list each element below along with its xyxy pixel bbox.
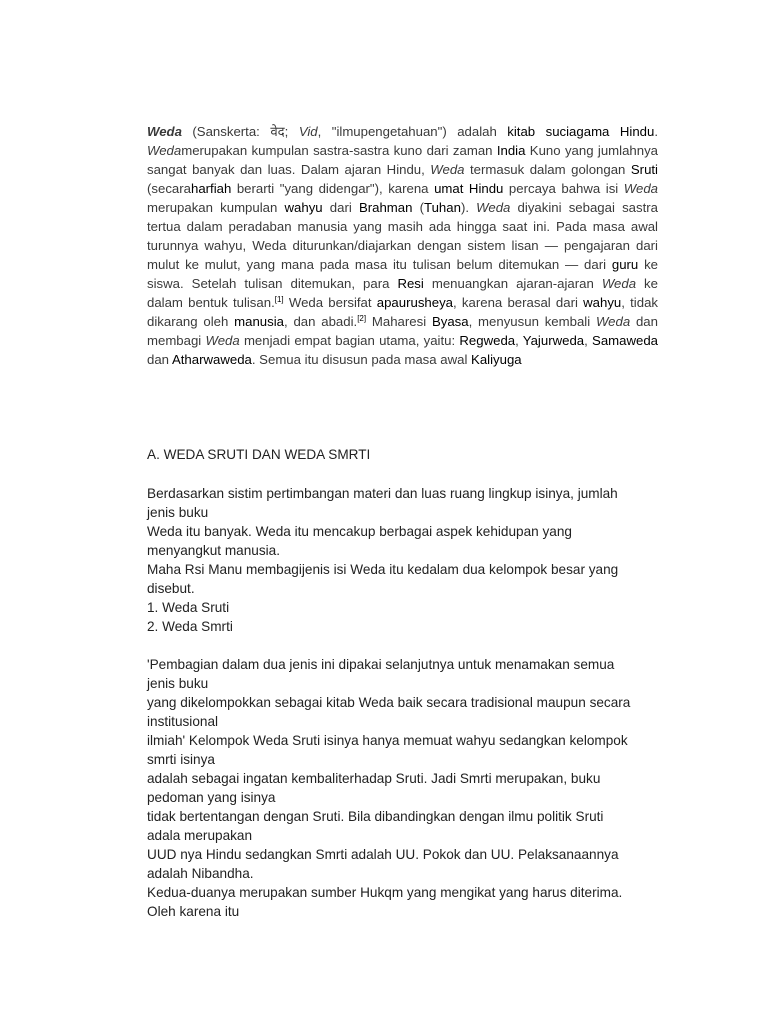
link-kitab[interactable]: kitab: [507, 124, 536, 139]
term-weda: Weda: [595, 314, 631, 329]
devanagari-term: वेद: [270, 124, 285, 139]
link-umat-hindu[interactable]: umat Hindu: [434, 181, 504, 196]
text: (secara: [147, 181, 191, 196]
text: Kuno yang jumlahnya sangat banyak dan luas. Dalam ajaran Hindu,: [147, 143, 658, 177]
text: ke dalam bentuk tulisan.: [147, 276, 658, 310]
term-weda: Weda: [601, 276, 637, 291]
body-line: institusional: [147, 714, 219, 729]
link-harfiah[interactable]: harfiah: [190, 181, 232, 196]
body-line: yang dikelompokkan sebagai kitab Weda baik secara tradisional maupun secara: [147, 695, 631, 710]
intro-paragraph: [147, 122, 658, 369]
term-weda: Weda: [147, 143, 182, 158]
body-line: UUD nya Hindu sedangkan Smrti adalah UU. Pokok dan UU. Pelaksanaannya: [147, 847, 619, 862]
text: , tidak dikarang oleh: [147, 295, 659, 329]
list-item: 2. Weda Smrti: [147, 619, 233, 634]
footnote-ref-2[interactable]: [2]: [357, 314, 367, 323]
term-weda: Weda: [147, 124, 182, 139]
link-suciagama[interactable]: suciagama: [545, 124, 610, 139]
term-vid: Vid: [298, 124, 318, 139]
body-line: adalah Nibandha.: [147, 866, 254, 881]
link-apaurusheya[interactable]: apaurusheya: [376, 295, 454, 310]
term-weda: Weda: [205, 333, 240, 348]
link-wahyu[interactable]: wahyu: [583, 295, 622, 310]
body-line: adala merupakan: [147, 828, 253, 843]
text: merupakan kumpulan: [147, 200, 285, 215]
paragraph-gap: [147, 636, 658, 655]
text: ke siswa. Setelah tulisan ditemukan, para: [147, 257, 659, 291]
body-line: pedoman yang isinya: [147, 790, 276, 805]
link-manusia[interactable]: manusia: [234, 314, 284, 329]
page-content: [147, 122, 659, 919]
section-heading: A. WEDA SRUTI DAN WEDA SMRTI: [147, 447, 371, 462]
text: [609, 124, 619, 139]
text: dari: [322, 200, 359, 215]
text: (Sanskerta:: [181, 124, 271, 139]
text: (: [412, 200, 425, 215]
text: dan membagi: [147, 314, 658, 348]
link-kaliyuga[interactable]: Kaliyuga: [471, 352, 522, 367]
text: ,: [515, 333, 523, 348]
text: .: [654, 124, 659, 139]
link-sruti[interactable]: Sruti: [630, 162, 658, 177]
term-weda: Weda: [430, 162, 465, 177]
text: , karena berasal dari: [453, 295, 584, 310]
body-line: ilmiah' Kelompok Weda Sruti isinya hanya memuat wahyu sedangkan kelompok: [147, 733, 628, 748]
link-regweda[interactable]: Regweda: [459, 333, 516, 348]
text: , dan abadi.: [283, 314, 358, 329]
body-line: disebut.: [147, 581, 195, 596]
body-line: jenis buku: [147, 505, 209, 520]
text: merupakan kumpulan sastra-sastra kuno dari zaman: [181, 143, 497, 158]
text: , "ilmupengetahuan") adalah: [317, 124, 508, 139]
link-byasa[interactable]: Byasa: [431, 314, 469, 329]
text: ;: [284, 124, 299, 139]
text: [535, 124, 545, 139]
body-line: 'Pembagian dalam dua jenis ini dipakai selanjutnya untuk menamakan semua: [147, 657, 615, 672]
text: percaya bahwa isi: [503, 181, 624, 196]
link-wahyu[interactable]: wahyu: [284, 200, 323, 215]
body-line: smrti isinya: [147, 752, 215, 767]
text: diyakini sebagai sastra tertua dalam peradaban manusia yang masih ada hingga saat ini. Pada masa awal turunnya wahyu, Weda diturunkan/diajarkan dengan sistem lisan — pengajaran dari mulut ke mulut, yang mana pada masa itu tulisan belum ditemukan — dari: [147, 200, 658, 272]
text: dan: [147, 352, 172, 367]
section-body: [147, 484, 658, 921]
link-samaweda[interactable]: Samaweda: [592, 333, 659, 348]
body-line: jenis buku: [147, 676, 209, 691]
link-brahman[interactable]: Brahman: [358, 200, 413, 215]
link-yajurweda[interactable]: Yajurweda: [522, 333, 585, 348]
text: . Semua itu disusun pada masa awal: [251, 352, 472, 367]
body-line: Maha Rsi Manu membagijenis isi Weda itu kedalam dua kelompok besar yang: [147, 562, 619, 577]
link-tuhan[interactable]: Tuhan: [424, 200, 461, 215]
footnote-ref-1[interactable]: [1]: [274, 295, 284, 304]
text: ).: [460, 200, 477, 215]
body-line: Oleh karena itu: [147, 904, 240, 919]
text: , menyusun kembali: [468, 314, 596, 329]
link-hindu[interactable]: Hindu: [619, 124, 655, 139]
term-weda: Weda: [623, 181, 658, 196]
body-line: adalah sebagai ingatan kembaliterhadap Sruti. Jadi Smrti merupakan, buku: [147, 771, 601, 786]
text: berarti "yang didengar"), karena: [231, 181, 435, 196]
body-line: Berdasarkan sistim pertimbangan materi dan luas ruang lingkup isinya, jumlah: [147, 486, 618, 501]
link-atharwaweda[interactable]: Atharwaweda: [171, 352, 252, 367]
body-line: Kedua-duanya merupakan sumber Hukqm yang mengikat yang harus diterima.: [147, 885, 623, 900]
text: Weda bersifat: [283, 295, 377, 310]
text: termasuk dalam golongan: [464, 162, 631, 177]
text: menuangkan ajaran-ajaran: [423, 276, 602, 291]
term-weda: Weda: [476, 200, 511, 215]
link-india[interactable]: India: [496, 143, 526, 158]
text: Maharesi: [366, 314, 432, 329]
body-line: menyangkut manusia.: [147, 543, 280, 558]
list-item: 1. Weda Sruti: [147, 600, 230, 615]
body-line: Weda itu banyak. Weda itu mencakup berbagai aspek kehidupan yang: [147, 524, 572, 539]
text: ,: [584, 333, 593, 348]
link-guru[interactable]: guru: [611, 257, 639, 272]
text: menjadi empat bagian utama, yaitu:: [239, 333, 460, 348]
body-line: tidak bertentangan dengan Sruti. Bila dibandingkan dengan ilmu politik Sruti: [147, 809, 604, 824]
link-resi[interactable]: Resi: [397, 276, 424, 291]
